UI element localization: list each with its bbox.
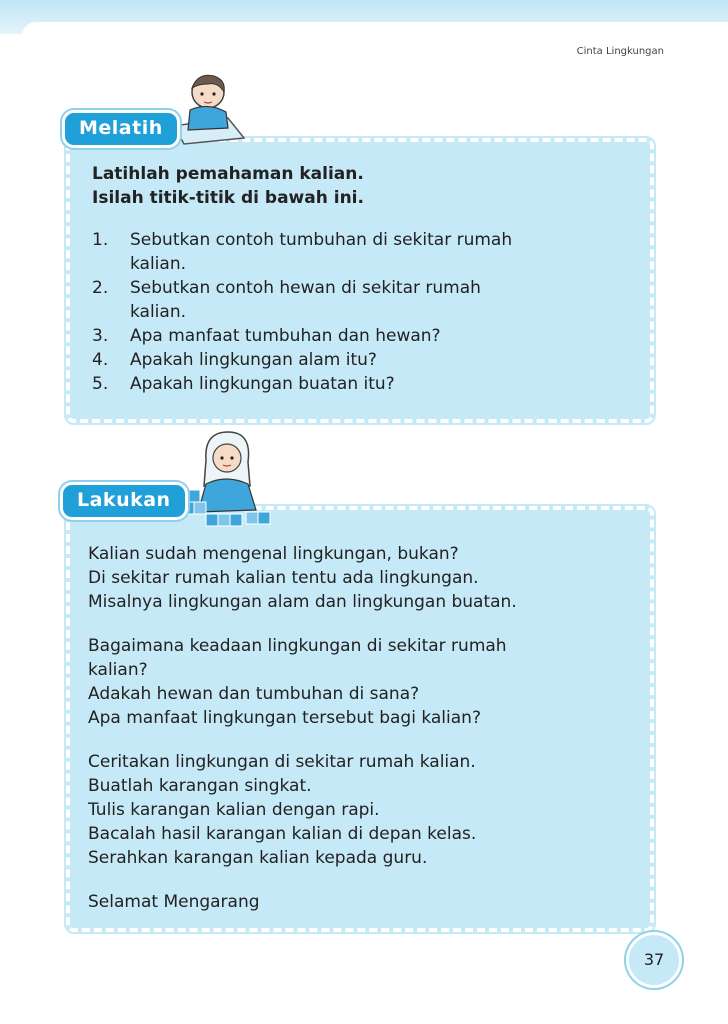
melatih-tag: Melatih bbox=[62, 110, 180, 148]
page-number: 37 bbox=[626, 932, 682, 988]
list-item: 2. Sebutkan contoh hewan di sekitar rumah kalian. bbox=[92, 278, 481, 322]
melatih-heading-line-1: Latihlah pemahaman kalian. bbox=[92, 164, 364, 184]
list-item: 3. Apa manfaat tumbuhan dan hewan? bbox=[92, 326, 441, 346]
melatih-heading-line-2: Isilah titik-titik di bawah ini. bbox=[92, 188, 364, 208]
lakukan-tag: Lakukan bbox=[60, 482, 188, 520]
top-stripe bbox=[0, 0, 728, 34]
child-building-blocks-illustration bbox=[176, 426, 276, 534]
list-item: 5. Apakah lingkungan buatan itu? bbox=[92, 374, 395, 394]
closing-line: Selamat Mengarang bbox=[88, 892, 260, 912]
running-head: Cinta Lingkungan bbox=[576, 46, 664, 57]
list-item: 1. Sebutkan contoh tumbuhan di sekitar rumah kalian. bbox=[92, 230, 513, 274]
paragraph-1: Kalian sudah mengenal lingkungan, bukan? Di sekitar rumah kalian tentu ada lingkungan. Misalnya lingkungan alam dan lingkungan buatan. bbox=[88, 544, 517, 612]
paragraph-3: Ceritakan lingkungan di sekitar rumah kalian. Buatlah karangan singkat. Tulis karangan kalian dengan rapi. Bacalah hasil karangan kalian di depan kelas. Serahkan karangan kalian kepada guru. bbox=[88, 752, 477, 868]
question-list bbox=[92, 228, 642, 396]
child-writing-illustration bbox=[168, 66, 248, 146]
paragraph-2: Bagaimana keadaan lingkungan di sekitar rumah kalian? Adakah hewan dan tumbuhan di sana? Apa manfaat lingkungan tersebut bagi kalian? bbox=[88, 636, 507, 728]
list-item: 4. Apakah lingkungan alam itu? bbox=[92, 350, 377, 370]
